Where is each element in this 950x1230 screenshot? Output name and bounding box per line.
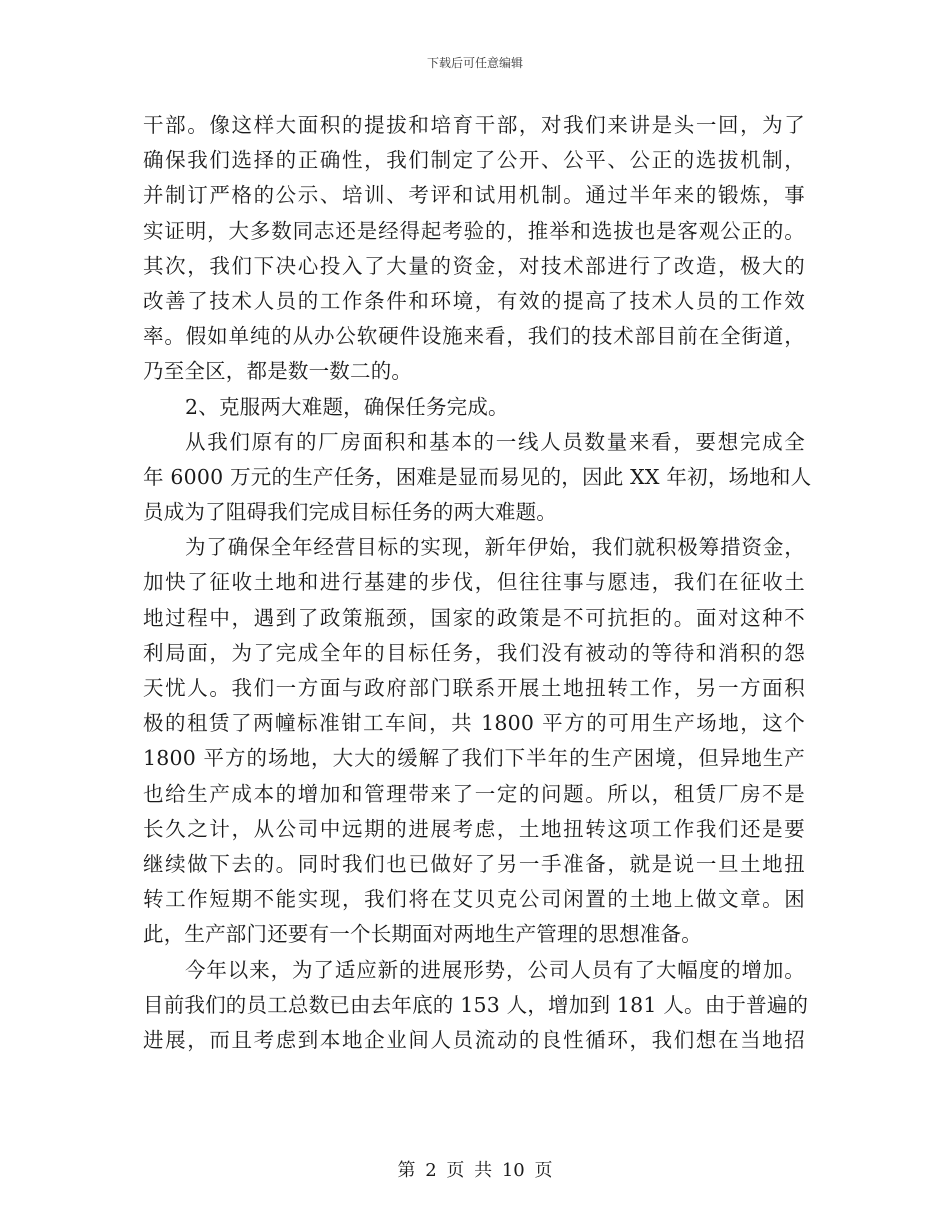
text-line: 地过程中，遇到了政策瓶颈，国家的政策是不可抗拒的。面对这种不 bbox=[143, 605, 805, 630]
text-line: 目前我们的员工总数已由去年底的 153 人，增加到 181 人。由于普遍的 bbox=[143, 992, 809, 1017]
text-line: 极的租赁了两幢标准钳工车间，共 1800 平方的可用生产场地，这个 bbox=[143, 711, 805, 736]
paragraph-first-line: 从我们原有的厂房面积和基本的一线人员数量来看，要想完成全 bbox=[185, 429, 805, 454]
text-line: 利局面，为了完成全年的目标任务，我们没有被动的等待和消积的怨 bbox=[143, 640, 805, 665]
text-line: 加快了征收土地和进行基建的步伐，但往往事与愿违，我们在征收土 bbox=[143, 570, 805, 595]
text-line: 其次，我们下决心投入了大量的资金，对技术部进行了改造，极大的 bbox=[143, 253, 805, 278]
page-header: 下载后可任意编辑 bbox=[426, 56, 523, 70]
text-line: 确保我们选择的正确性，我们制定了公开、公平、公正的选拔机制， bbox=[143, 148, 805, 173]
text-line: 1800 平方的场地，大大的缓解了我们下半年的生产困境，但异地生产 bbox=[143, 746, 805, 771]
document-body bbox=[143, 108, 812, 1058]
text-line: 天忧人。我们一方面与政府部门联系开展土地扭转工作，另一方面积 bbox=[143, 676, 805, 700]
text-line: 此，生产部门还要有一个长期面对两地生产管理的思想准备。 bbox=[143, 922, 702, 947]
paragraph-first-line: 为了确保全年经营目标的实现，新年伊始，我们就积极筹措资金， bbox=[185, 535, 805, 560]
text-line: 进展，而且考虑到本地企业间人员流动的良性循环，我们想在当地招 bbox=[143, 1027, 805, 1052]
text-line: 实证明，大多数同志还是经得起考验的，推举和选拔也是客观公正的。 bbox=[143, 218, 805, 243]
text-line: 年 6000 万元的生产任务，困难是显而易见的，因此 XX 年初，场地和人 bbox=[143, 464, 812, 489]
page-footer: 第 2 页 共 10 页 bbox=[397, 1160, 553, 1181]
paragraph-first-line: 今年以来，为了适应新的进展形势，公司人员有了大幅度的增加。 bbox=[185, 957, 805, 982]
text-line: 干部。像这样大面积的提拔和培育干部，对我们来讲是头一回，为了 bbox=[143, 113, 805, 137]
text-line: 继续做下去的。同时我们也已做好了另一手准备，就是说一旦土地扭 bbox=[143, 851, 805, 876]
text-line: 转工作短期不能实现，我们将在艾贝克公司闲置的土地上做文章。困 bbox=[143, 887, 805, 912]
text-line: 员成为了阻碍我们完成目标任务的两大难题。 bbox=[143, 500, 557, 525]
text-line: 率。假如单纯的从办公软硬件设施来看，我们的技术部目前在全街道， bbox=[143, 324, 805, 349]
text-line: 长久之计，从公司中远期的进展考虑，土地扭转这项工作我们还是要 bbox=[143, 816, 805, 841]
text-line: 也给生产成本的增加和管理带来了一定的问题。所以，租赁厂房不是 bbox=[143, 781, 805, 806]
text-line: 并制订严格的公示、培训、考评和试用机制。通过半年来的锻炼，事 bbox=[143, 183, 805, 208]
paragraph-first-line: 2、克服两大难题，确保任务完成。 bbox=[185, 394, 509, 419]
text-line: 改善了技术人员的工作条件和环境，有效的提高了技术人员的工作效 bbox=[143, 288, 805, 313]
text-line: 乃至全区，都是数一数二的。 bbox=[143, 359, 413, 384]
